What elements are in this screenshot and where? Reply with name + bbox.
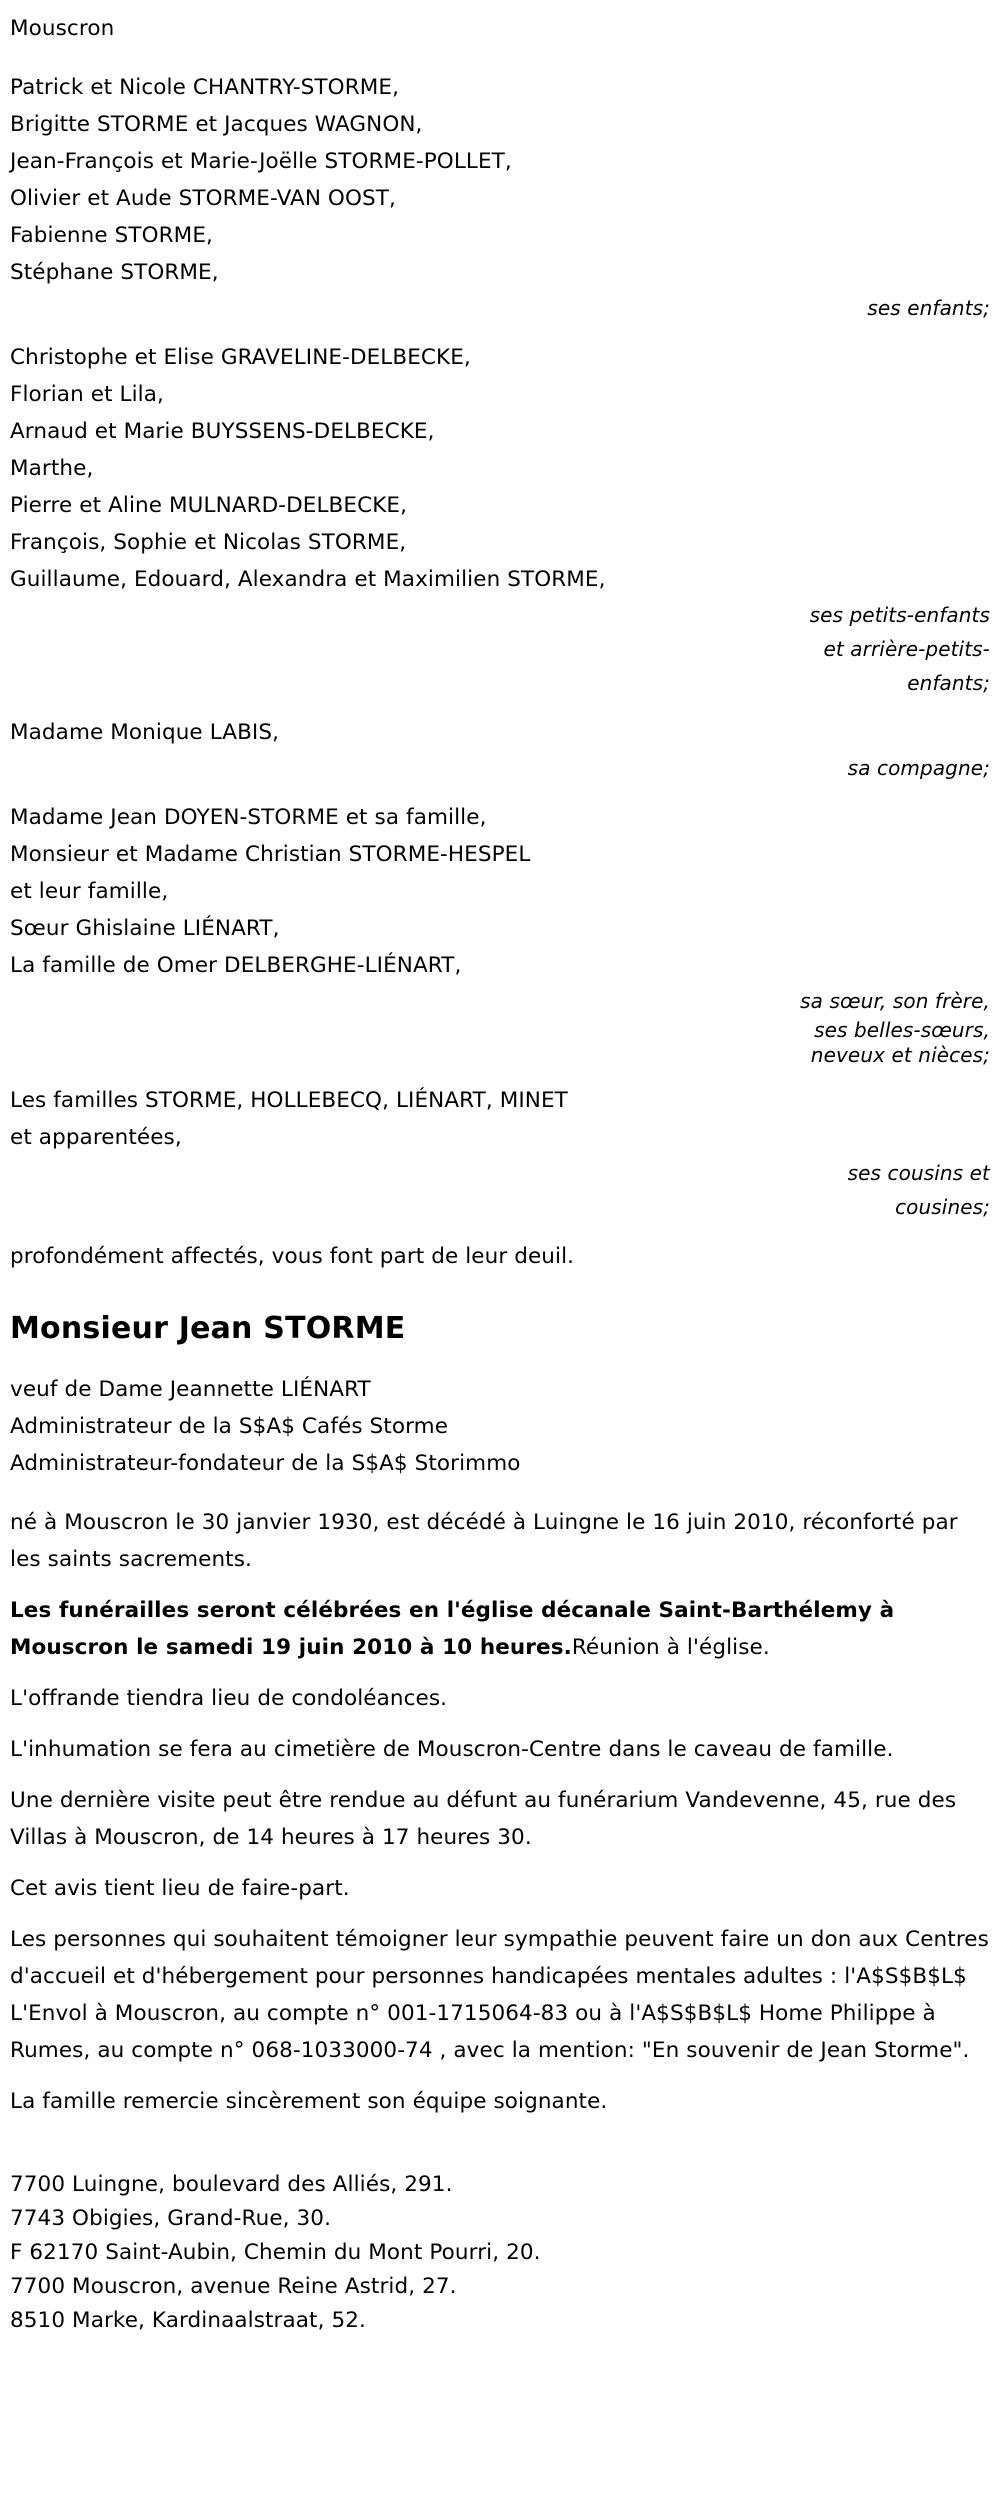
funeral-service-bold: Les funérailles seront célébrées en l'église décanale Saint-Barthélemy à Mouscron le samedi 19 juin 2010 à 10 heures.	[10, 1598, 895, 1660]
last-visit-paragraph: Une dernière visite peut être rendue au défunt au funérarium Vandevenne, 45, rue des Villas à Mouscron, de 14 heures à 17 heures 30.	[10, 1788, 957, 1850]
spacer	[10, 1224, 990, 1238]
caption-line: ses petits-enfants	[809, 603, 990, 627]
address-line: 7743 Obigies, Grand-Rue, 30.	[10, 2206, 332, 2231]
family-name-line: Stéphane STORME,	[10, 260, 219, 285]
deceased-title-line: Administrateur-fondateur de la S$A$ Storimmo	[10, 1451, 521, 1476]
family-name-line: La famille de Omer DELBERGHE-LIÉNART,	[10, 953, 462, 978]
family-name-line: François, Sophie et Nicolas STORME,	[10, 530, 407, 555]
faire-part-paragraph: Cet avis tient lieu de faire-part.	[10, 1876, 350, 1901]
caption-line: neveux et nièces;	[810, 1043, 990, 1067]
burial-paragraph: L'inhumation se fera au cimetière de Mouscron-Centre dans le caveau de famille.	[10, 1737, 894, 1762]
deceased-title-line: Administrateur de la S$A$ Cafés Storme	[10, 1414, 449, 1439]
address-line: 7700 Mouscron, avenue Reine Astrid, 27.	[10, 2274, 457, 2299]
spacer	[10, 1068, 990, 1082]
family-name-line: Marthe,	[10, 456, 94, 481]
spacer	[10, 1349, 990, 1371]
family-name-line: Olivier et Aude STORME-VAN OOST,	[10, 186, 396, 211]
family-name-line: Sœur Ghislaine LIÉNART,	[10, 916, 280, 941]
family-name-line: Madame Monique LABIS,	[10, 720, 280, 745]
family-name-line: et leur famille,	[10, 879, 169, 904]
relation-caption-sibling: sa sœur, son frère,	[800, 989, 990, 1013]
spacer	[10, 2120, 990, 2168]
deceased-titles	[10, 1371, 990, 1482]
family-name-line: Florian et Lila,	[10, 382, 164, 407]
spacer	[10, 325, 990, 339]
spacer	[10, 1768, 990, 1782]
relation-caption-cousins	[10, 1156, 990, 1224]
family-name-line: Madame Jean DOYEN-STORME et sa famille,	[10, 805, 487, 830]
spacer	[10, 1578, 990, 1592]
deceased-name-heading: Monsieur Jean STORME	[10, 1311, 406, 1346]
funeral-service-normal: Réunion à l'église.	[571, 1635, 770, 1660]
family-name-line: Pierre et Aline MULNARD-DELBECKE,	[10, 493, 408, 518]
city-header: Mouscron	[10, 16, 115, 41]
family-name-line: Monsieur et Madame Christian STORME-HESPEL	[10, 842, 531, 867]
thanks-paragraph: La famille remercie sincèrement son équipe soignante.	[10, 2089, 608, 2114]
relation-caption-children: ses enfants;	[867, 296, 990, 320]
caption-line: ses cousins et	[847, 1161, 990, 1185]
family-name-line: Fabienne STORME,	[10, 223, 213, 248]
spacer	[10, 2069, 990, 2083]
spacer	[10, 1717, 990, 1731]
family-name-line: Brigitte STORME et Jacques WAGNON,	[10, 112, 423, 137]
family-name-line: Arnaud et Marie BUYSSENS-DELBECKE,	[10, 419, 435, 444]
relation-caption-grandchildren	[10, 598, 990, 700]
announcement-intro: profondément affectés, vous font part de leur deuil.	[10, 1244, 575, 1269]
family-name-line: et apparentées,	[10, 1125, 182, 1150]
caption-line: enfants;	[907, 671, 990, 695]
spacer	[10, 1856, 990, 1870]
address-line: 8510 Marke, Kardinaalstraat, 52.	[10, 2308, 366, 2333]
address-list	[10, 2168, 990, 2338]
spacer	[10, 47, 990, 69]
funeral-service-paragraph	[10, 1592, 990, 1666]
family-name-line: Patrick et Nicole CHANTRY-STORME,	[10, 75, 399, 100]
donation-paragraph: Les personnes qui souhaitent témoigner leur sympathie peuvent faire un don aux Centres d'accueil et d'hébergement pour personnes handicapées mentales adultes : l'A$S$B$L$ L'Envol à Mouscron, au compte n° 001-1715064-83 ou à l'A$S$B$L$ Home Philippe à Rumes, au compte n° 068-1033000-74 , avec la mention: "En souvenir de Jean Storme".	[10, 1927, 989, 2063]
spacer	[10, 785, 990, 799]
spacer	[10, 1907, 990, 1921]
offering-paragraph: L'offrande tiendra lieu de condoléances.	[10, 1686, 448, 1711]
deceased-title-line: veuf de Dame Jeannette LIÉNART	[10, 1377, 371, 1402]
spacer	[10, 700, 990, 714]
birth-death-paragraph: né à Mouscron le 30 janvier 1930, est décédé à Luingne le 16 juin 2010, réconforté par les saints sacrements.	[10, 1510, 958, 1572]
address-line: F 62170 Saint-Aubin, Chemin du Mont Pourri, 20.	[10, 2240, 541, 2265]
spacer	[10, 1482, 990, 1504]
address-line: 7700 Luingne, boulevard des Alliés, 291.	[10, 2172, 453, 2197]
family-name-line: Guillaume, Edouard, Alexandra et Maximilien STORME,	[10, 567, 606, 592]
family-name-line: Jean-François et Marie-Joëlle STORME-POLLET,	[10, 149, 512, 174]
relation-caption-companion: sa compagne;	[847, 756, 990, 780]
spacer	[10, 1666, 990, 1680]
companion-group	[10, 714, 990, 785]
siblings-group	[10, 799, 990, 1068]
caption-line: ses belles-sœurs,	[814, 1018, 990, 1042]
family-name-line: Les familles STORME, HOLLEBECQ, LIÉNART, MINET	[10, 1088, 568, 1113]
spacer	[10, 1275, 990, 1309]
cousins-group	[10, 1082, 990, 1224]
caption-line: cousines;	[895, 1195, 990, 1219]
caption-line: et arrière-petits-	[823, 637, 990, 661]
grandchildren-group	[10, 339, 990, 700]
children-group	[10, 69, 990, 325]
family-name-line: Christophe et Elise GRAVELINE-DELBECKE,	[10, 345, 471, 370]
relation-caption-inlaws	[10, 1018, 990, 1068]
